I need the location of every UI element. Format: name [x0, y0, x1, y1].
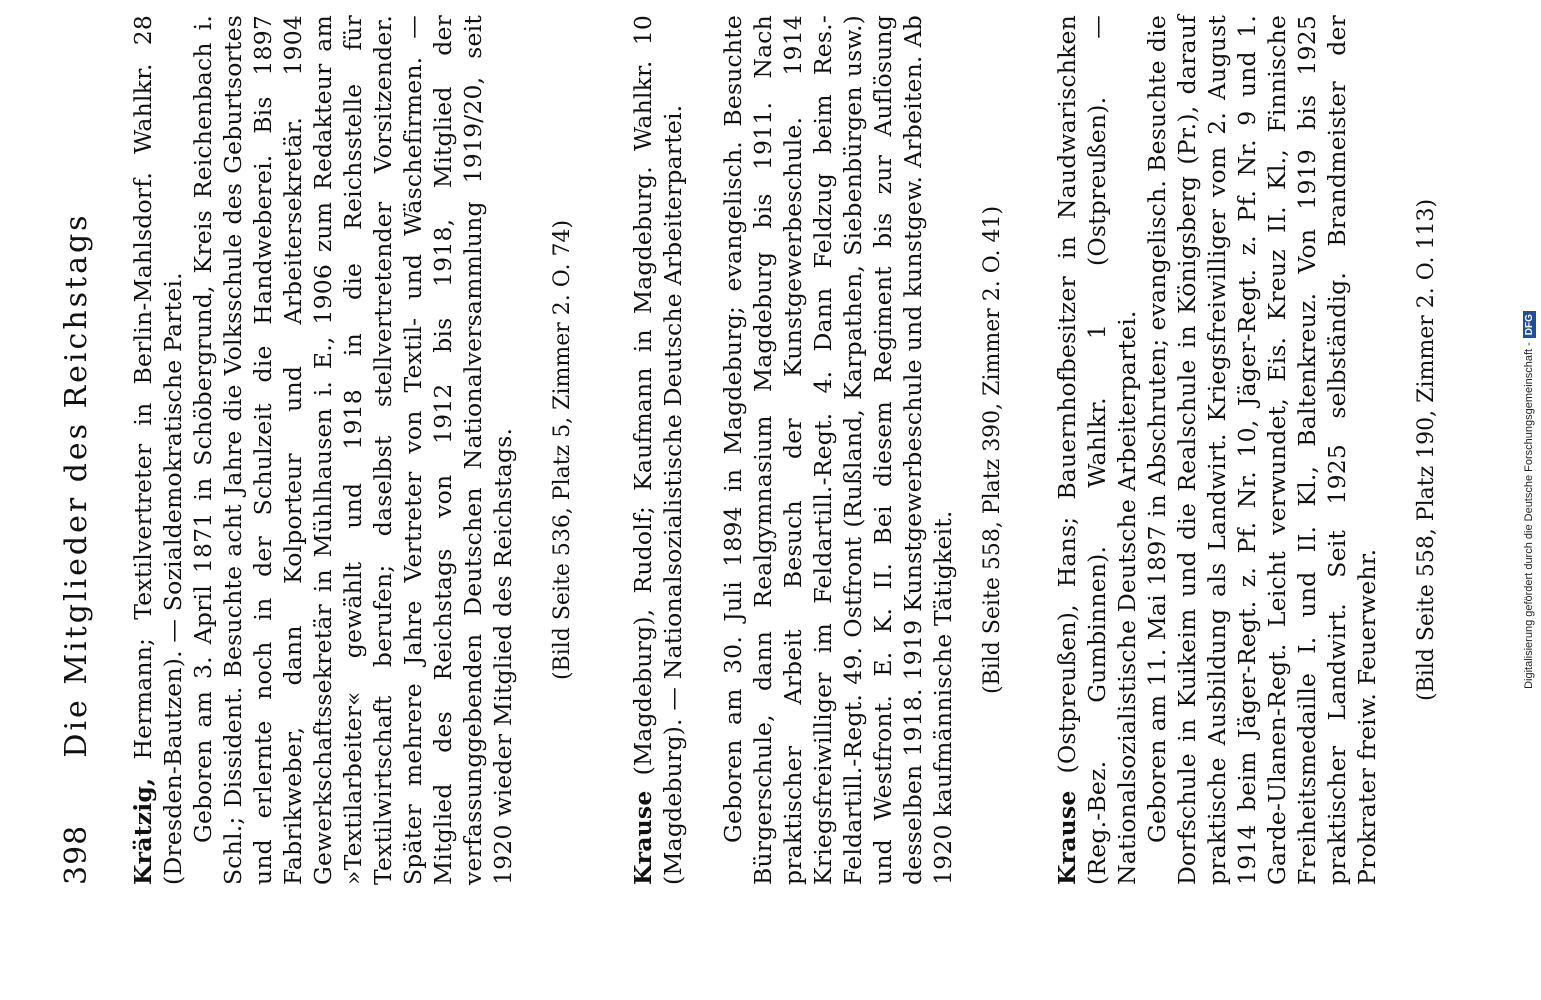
entry-1-name: Krätzig, — [129, 777, 157, 885]
entry-1-bio: Geboren am 3. April 1871 in Schöbergrund, Kreis Reichenbach i. Schl.; Dissident. Besuchte acht Jahre die Volksschule des Geburtsortes und erlernte noch in der Schulzeit die Handweberei. Bis 1897 Fabrikweber, dann Kolporteur und Arbeitersekretär. 1904 Gewerkschaftssekretär in Mühlhausen i. E., 1906 zum Redakteur am »Textilarbeiter« gewählt und 1918 in die Reichsstelle für Textilwirtschaft berufen; daselbst stellvertretender Vorsitzender. Später mehrere Jahre Vertreter von Textil- und Wäschefirmen. — Mitglied des Reichstags von 1912 bis 1918, Mitglied der verfassunggebenden Deutschen Nationalversammlung 1919/20, seit 1920 wieder Mitglied des Reichstags. — [189, 15, 517, 885]
credit-text: Digitalisierung gefördert durch die Deutsche Forschungsgemeinschaft - — [1523, 342, 1535, 689]
entry-1-intro — [128, 15, 188, 885]
entry-2-intro — [628, 15, 688, 885]
entry-3-photo-ref: (Bild Seite 558, Platz 190, Zimmer 2. O. 113) — [1414, 198, 1439, 702]
entry-2-photo-ref: (Bild Seite 558, Platz 390, Zimmer 2. O. 41) — [980, 205, 1005, 695]
entry-1-intro-text: Hermann; Textilvertreter in Berlin-Mahlsdorf. Wahlkr. 28 (Dresden-Bautzen). — Sozialdemokratische Partei. — [129, 15, 187, 885]
entry-1-photo-ref: (Bild Seite 536, Platz 5, Zimmer 2. O. 74) — [550, 219, 575, 681]
entry-3-intro — [1052, 15, 1142, 885]
entry-3-bio: Geboren am 11. Mai 1897 in Abschruten; evangelisch. Besuchte die Dorfschule in Kuikeim und die Realschule in Königsberg (Pr.), darauf praktische Ausbildung als Landwirt. Kriegsfreiwilliger vom 2. August 1914 beim Jäger-Regt. z. Pf. Nr. 10, Jäger-Regt. z. Pf. Nr. 9 und 1. Garde-Ulanen-Regt. Leicht verwundet, Eis. Kreuz II. Kl., Finnische Freiheitsmedaille I. und II. Kl., Baltenkreuz. Von 1919 bis 1925 praktischer Landwirt. Seit 1925 selbständig. Brandmeister der Prokrater freiw. Feuerwehr. — [1143, 15, 1381, 885]
page-number: 398 — [59, 824, 94, 885]
entry-3-intro-text: (Ostpreußen), Hans; Bauernhofbesitzer in Naudwarischken (Reg.-Bez. Gumbinnen). Wahlkr. 1 (Ostpreußen). — Nationalsozialistische Deutsche Arbeiterpartei. — [1053, 15, 1141, 885]
entry-3-name: Krause — [1053, 790, 1081, 885]
entry-2-bio: Geboren am 30. Juli 1894 in Magdeburg; evangelisch. Besuchte Bürgerschule, dann Realgymnasium Magdeburg bis 1911. Nach praktischer Arbeit Besuch der Kunstgewerbeschule. 1914 Kriegsfreiwilliger im Feldartill.-Regt. 4. Dann Feldzug beim Res.-Feldartill.-Regt. 49. Ostfront (Rußland, Karpathen, Siebenbürgen usw.) und Westfront. E. K. II. Bei diesem Regiment bis zur Auflösung desselben 1918. 1919 Kunstgewerbeschule und kunstgew. Arbeiten. Ab 1920 kaufmännische Tätigkeit. — [719, 15, 957, 885]
entry-2-name: Krause — [629, 790, 657, 885]
digitization-credit — [1522, 0, 1536, 1000]
entry-2-intro-text: (Magdeburg), Rudolf; Kaufmann in Magdeburg. Wahlkr. 10 (Magdeburg). — Nationalsozialistische Deutsche Arbeiterpartei. — [629, 15, 687, 885]
dfg-logo: DFG — [1523, 311, 1536, 338]
running-title: Die Mitglieder des Reichstags — [59, 212, 94, 758]
